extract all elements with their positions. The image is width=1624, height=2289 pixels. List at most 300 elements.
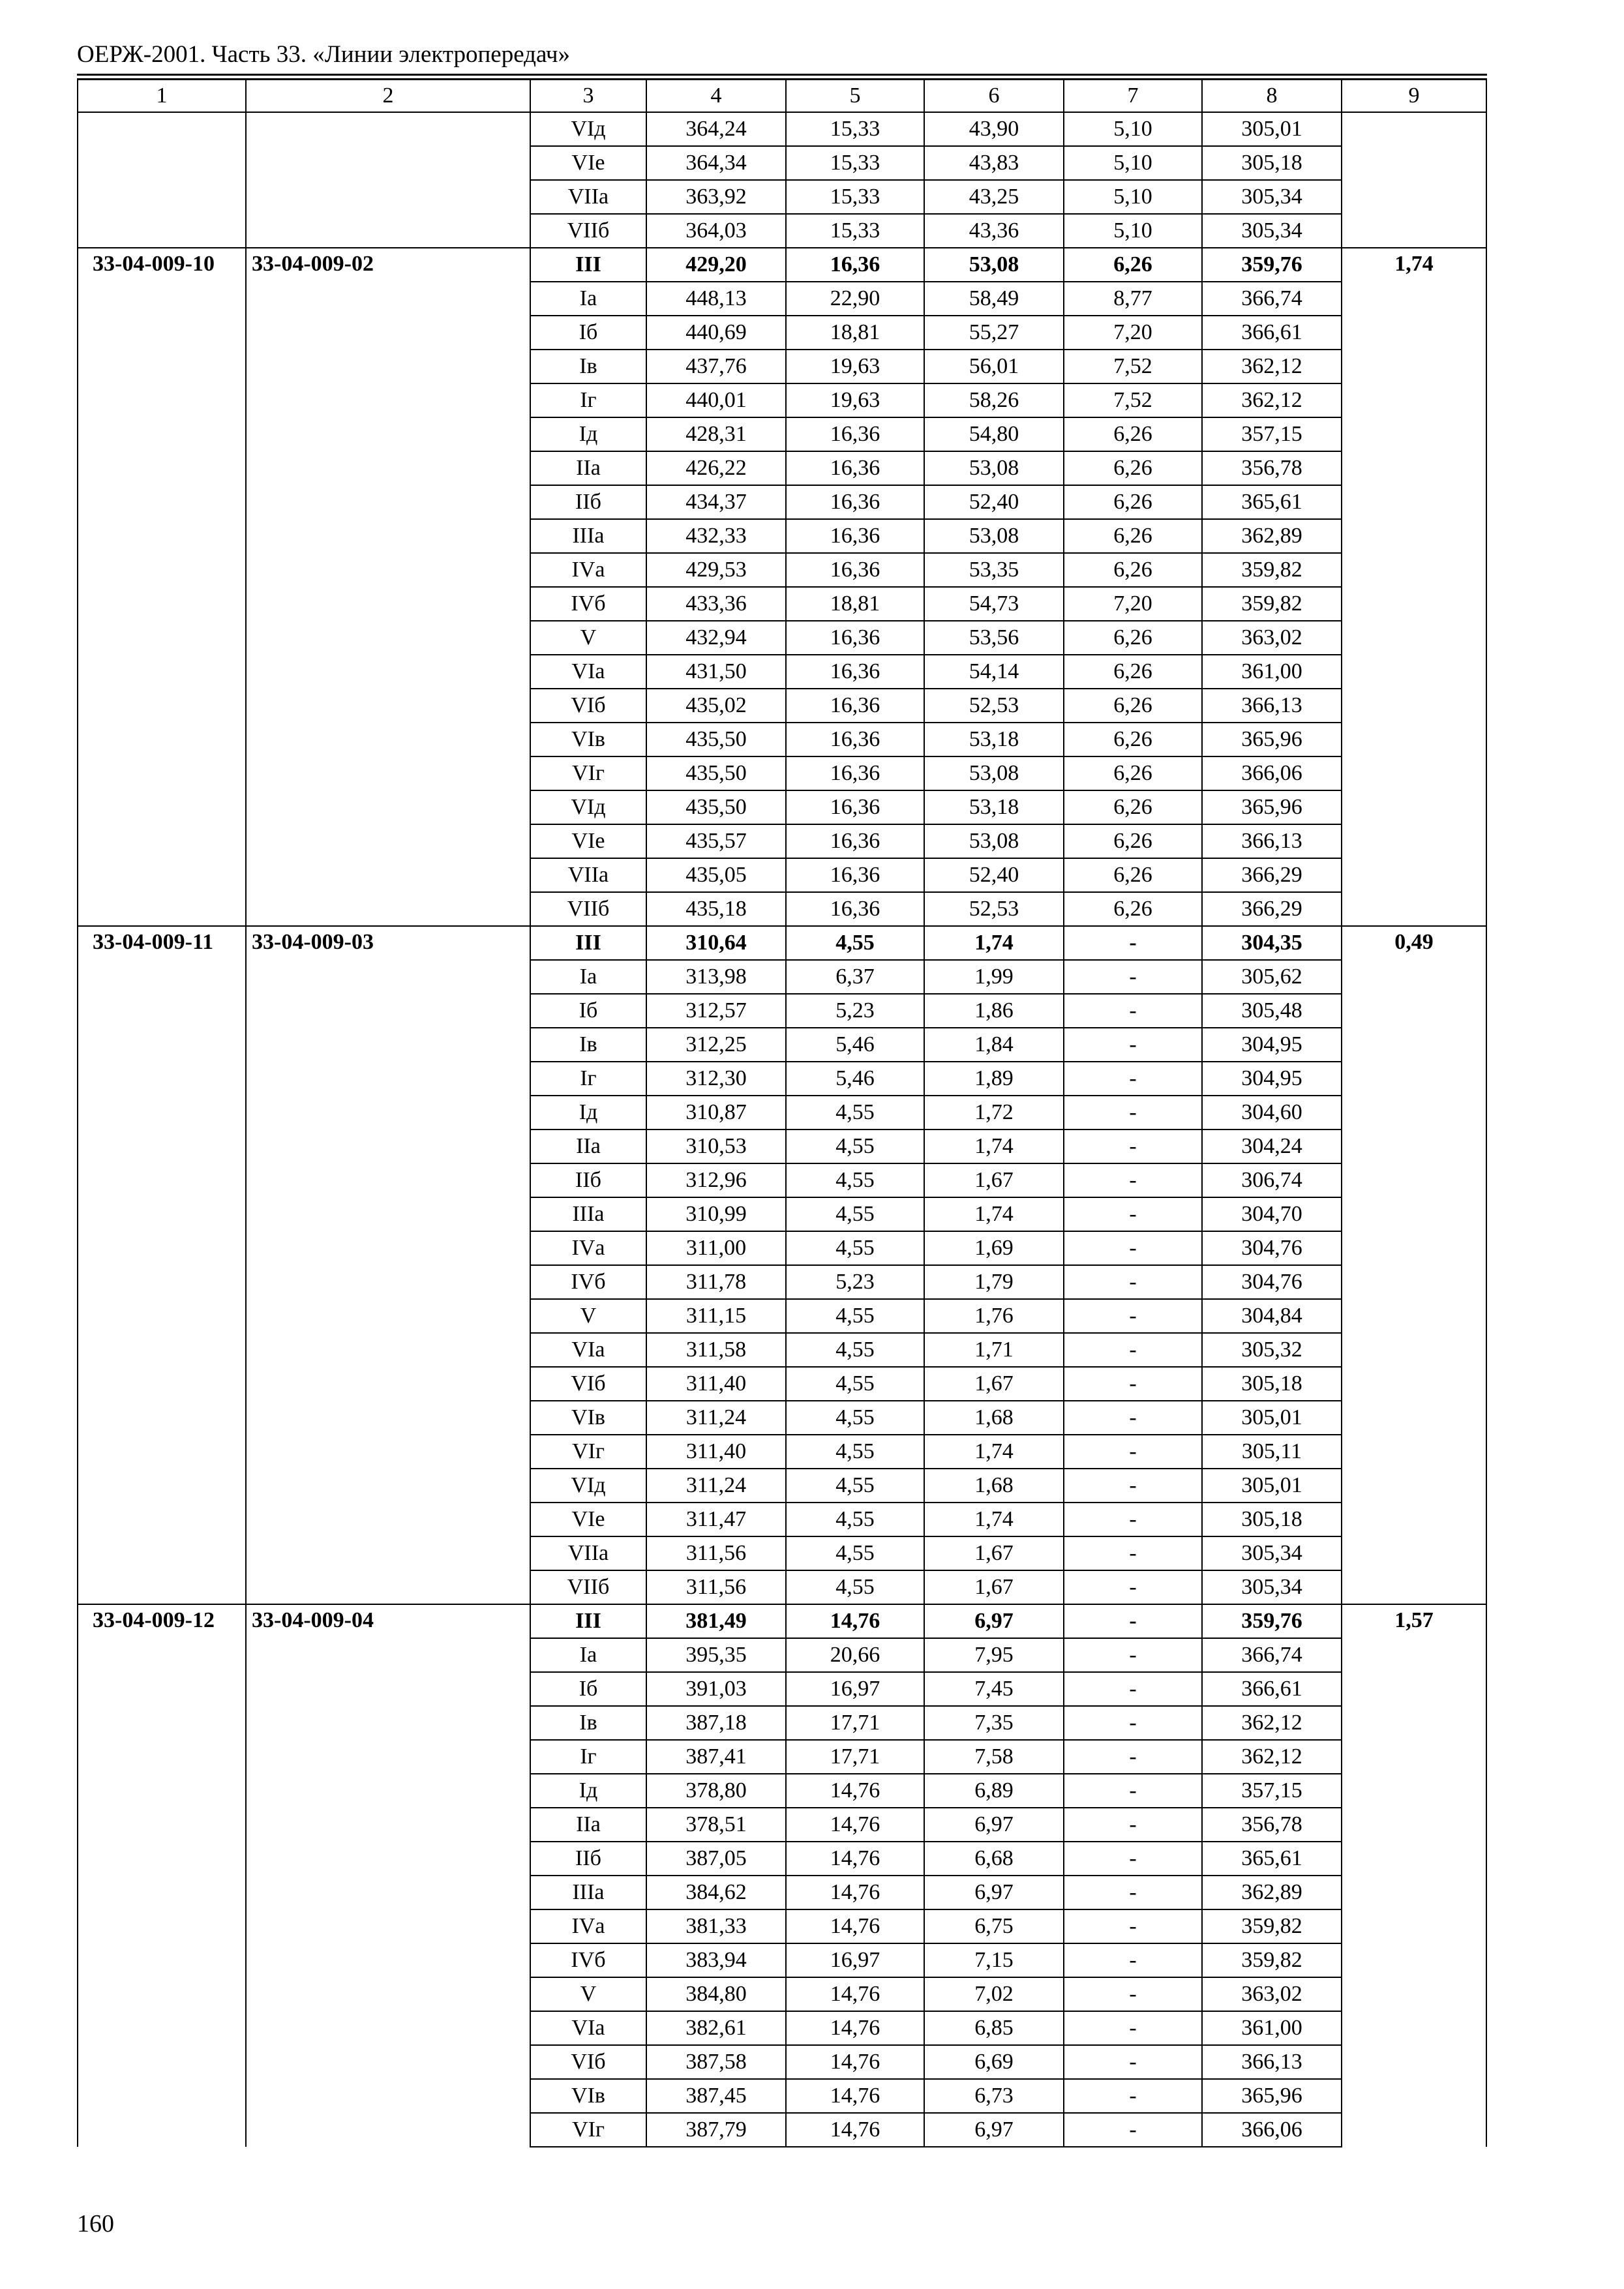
value-cell: 365,96 bbox=[1202, 723, 1342, 756]
page-header-title: ОЕРЖ-2001. Часть 33. «Линии электропередач» bbox=[77, 41, 571, 68]
value-cell: - bbox=[1064, 1740, 1202, 1774]
value-cell: - bbox=[1064, 1638, 1202, 1672]
value-cell: 14,76 bbox=[786, 2011, 924, 2045]
value-cell: 1,67 bbox=[924, 1570, 1064, 1604]
value-cell: 1,72 bbox=[924, 1096, 1064, 1130]
region-cell: Iд bbox=[530, 1096, 646, 1130]
value-cell: 53,35 bbox=[924, 553, 1064, 587]
value-cell: - bbox=[1064, 1265, 1202, 1299]
value-cell: - bbox=[1064, 1469, 1202, 1503]
value-cell: 364,03 bbox=[646, 214, 786, 248]
value-cell: 365,96 bbox=[1202, 2079, 1342, 2113]
value-cell: 304,70 bbox=[1202, 1197, 1342, 1231]
value-cell: 1,89 bbox=[924, 1062, 1064, 1096]
value-cell: - bbox=[1064, 1401, 1202, 1435]
value-cell: 435,05 bbox=[646, 858, 786, 892]
region-cell: IIIа bbox=[530, 1876, 646, 1909]
table-body bbox=[78, 112, 1486, 2147]
value-cell: 305,01 bbox=[1202, 112, 1342, 146]
region-cell: VIг bbox=[530, 1435, 646, 1469]
value-cell: 366,06 bbox=[1202, 756, 1342, 790]
region-cell: Iв bbox=[530, 350, 646, 383]
value-cell: 434,37 bbox=[646, 485, 786, 519]
total-cell: 0,49 bbox=[1342, 926, 1486, 1604]
value-cell: 5,23 bbox=[786, 1265, 924, 1299]
table-row bbox=[78, 112, 1486, 146]
region-cell: VIд bbox=[530, 1469, 646, 1503]
value-cell: 15,33 bbox=[786, 112, 924, 146]
value-cell: 363,92 bbox=[646, 180, 786, 214]
value-cell: 1,71 bbox=[924, 1333, 1064, 1367]
value-cell: 16,36 bbox=[786, 824, 924, 858]
value-cell: 53,18 bbox=[924, 790, 1064, 824]
reference-code-cell: 33-04-009-03 bbox=[246, 926, 530, 1604]
value-cell: 311,24 bbox=[646, 1401, 786, 1435]
value-cell: 4,55 bbox=[786, 1333, 924, 1367]
region-cell: IIб bbox=[530, 1163, 646, 1197]
value-cell: 431,50 bbox=[646, 655, 786, 689]
value-cell: - bbox=[1064, 1977, 1202, 2011]
column-header: 9 bbox=[1342, 80, 1486, 112]
value-cell: 17,71 bbox=[786, 1706, 924, 1740]
reference-code-cell: 33-04-009-04 bbox=[246, 1604, 530, 2147]
value-cell: 366,74 bbox=[1202, 282, 1342, 316]
value-cell: - bbox=[1064, 1503, 1202, 1536]
region-cell: Iг bbox=[530, 1740, 646, 1774]
region-cell: IVа bbox=[530, 1231, 646, 1265]
region-cell: VIв bbox=[530, 2079, 646, 2113]
header-rule bbox=[77, 74, 1487, 76]
value-cell: 1,74 bbox=[924, 1503, 1064, 1536]
total-cell: 1,74 bbox=[1342, 248, 1486, 926]
value-cell: 6,97 bbox=[924, 1604, 1064, 1638]
value-cell: 5,10 bbox=[1064, 112, 1202, 146]
value-cell: - bbox=[1064, 960, 1202, 994]
value-cell: 305,32 bbox=[1202, 1333, 1342, 1367]
value-cell: 4,55 bbox=[786, 926, 924, 960]
value-cell: 433,36 bbox=[646, 587, 786, 621]
value-cell: - bbox=[1064, 1435, 1202, 1469]
value-cell: 6,26 bbox=[1064, 689, 1202, 723]
value-cell: 14,76 bbox=[786, 1604, 924, 1638]
value-cell: 312,30 bbox=[646, 1062, 786, 1096]
value-cell: 43,83 bbox=[924, 146, 1064, 180]
value-cell: 16,36 bbox=[786, 248, 924, 282]
value-cell: 359,82 bbox=[1202, 1909, 1342, 1943]
column-header: 7 bbox=[1064, 80, 1202, 112]
value-cell: 6,26 bbox=[1064, 858, 1202, 892]
region-cell: IVа bbox=[530, 1909, 646, 1943]
value-cell: 387,58 bbox=[646, 2045, 786, 2079]
value-cell: - bbox=[1064, 926, 1202, 960]
value-cell: 6,85 bbox=[924, 2011, 1064, 2045]
total-cell: 1,57 bbox=[1342, 1604, 1486, 2147]
region-cell: VIд bbox=[530, 112, 646, 146]
value-cell: - bbox=[1064, 1706, 1202, 1740]
item-code-cell: 33-04-009-10 bbox=[78, 248, 246, 926]
value-cell: 364,34 bbox=[646, 146, 786, 180]
region-cell: IIб bbox=[530, 485, 646, 519]
value-cell: 16,36 bbox=[786, 892, 924, 926]
value-cell: 16,36 bbox=[786, 756, 924, 790]
value-cell: 363,02 bbox=[1202, 621, 1342, 655]
table-row bbox=[78, 1604, 1486, 1638]
value-cell: 16,36 bbox=[786, 485, 924, 519]
region-cell: VIIа bbox=[530, 1536, 646, 1570]
value-cell: 304,60 bbox=[1202, 1096, 1342, 1130]
value-cell: 20,66 bbox=[786, 1638, 924, 1672]
value-cell: 359,82 bbox=[1202, 587, 1342, 621]
region-cell: IVб bbox=[530, 587, 646, 621]
value-cell: 18,81 bbox=[786, 587, 924, 621]
value-cell: 432,94 bbox=[646, 621, 786, 655]
value-cell: 16,36 bbox=[786, 858, 924, 892]
value-cell: - bbox=[1064, 994, 1202, 1028]
value-cell: - bbox=[1064, 1231, 1202, 1265]
region-cell: IVа bbox=[530, 553, 646, 587]
value-cell: - bbox=[1064, 2079, 1202, 2113]
column-header: 6 bbox=[924, 80, 1064, 112]
value-cell: 6,73 bbox=[924, 2079, 1064, 2113]
value-cell: 366,13 bbox=[1202, 824, 1342, 858]
value-cell: 311,58 bbox=[646, 1333, 786, 1367]
value-cell: 311,56 bbox=[646, 1536, 786, 1570]
value-cell: - bbox=[1064, 2011, 1202, 2045]
value-cell: 311,15 bbox=[646, 1299, 786, 1333]
value-cell: 6,26 bbox=[1064, 248, 1202, 282]
value-cell: 361,00 bbox=[1202, 655, 1342, 689]
value-cell: 7,02 bbox=[924, 1977, 1064, 2011]
value-cell: 1,74 bbox=[924, 1435, 1064, 1469]
value-cell: 1,74 bbox=[924, 1130, 1064, 1163]
value-cell: 432,33 bbox=[646, 519, 786, 553]
value-cell: 305,18 bbox=[1202, 1503, 1342, 1536]
region-cell: Iд bbox=[530, 1774, 646, 1808]
value-cell: 8,77 bbox=[1064, 282, 1202, 316]
value-cell: 387,79 bbox=[646, 2113, 786, 2147]
value-cell: 312,25 bbox=[646, 1028, 786, 1062]
value-cell: 365,61 bbox=[1202, 1842, 1342, 1876]
value-cell: 6,26 bbox=[1064, 553, 1202, 587]
reference-code-cell bbox=[246, 112, 530, 248]
value-cell: 311,47 bbox=[646, 1503, 786, 1536]
region-cell: V bbox=[530, 1977, 646, 2011]
region-cell: Iа bbox=[530, 960, 646, 994]
value-cell: 4,55 bbox=[786, 1163, 924, 1197]
value-cell: 16,36 bbox=[786, 417, 924, 451]
value-cell: 5,46 bbox=[786, 1062, 924, 1096]
value-cell: 5,10 bbox=[1064, 146, 1202, 180]
value-cell: 15,33 bbox=[786, 180, 924, 214]
region-cell: VIд bbox=[530, 790, 646, 824]
value-cell: - bbox=[1064, 2113, 1202, 2147]
value-cell: 1,67 bbox=[924, 1367, 1064, 1401]
value-cell: 6,26 bbox=[1064, 824, 1202, 858]
value-cell: 311,56 bbox=[646, 1570, 786, 1604]
value-cell: 53,18 bbox=[924, 723, 1064, 756]
value-cell: 310,87 bbox=[646, 1096, 786, 1130]
value-cell: 43,90 bbox=[924, 112, 1064, 146]
value-cell: 304,95 bbox=[1202, 1062, 1342, 1096]
value-cell: 52,40 bbox=[924, 485, 1064, 519]
value-cell: 6,26 bbox=[1064, 485, 1202, 519]
value-cell: 366,13 bbox=[1202, 689, 1342, 723]
value-cell: 7,15 bbox=[924, 1943, 1064, 1977]
page-number: 160 bbox=[77, 2210, 114, 2237]
value-cell: 6,97 bbox=[924, 1808, 1064, 1842]
value-cell: - bbox=[1064, 1909, 1202, 1943]
value-cell: - bbox=[1064, 1672, 1202, 1706]
value-cell: 365,61 bbox=[1202, 485, 1342, 519]
value-cell: 1,67 bbox=[924, 1163, 1064, 1197]
column-header: 1 bbox=[78, 80, 246, 112]
column-number-row bbox=[78, 80, 1486, 112]
value-cell: - bbox=[1064, 2045, 1202, 2079]
value-cell: 366,61 bbox=[1202, 316, 1342, 350]
value-cell: 16,36 bbox=[786, 790, 924, 824]
value-cell: 428,31 bbox=[646, 417, 786, 451]
value-cell: 4,55 bbox=[786, 1401, 924, 1435]
value-cell: 383,94 bbox=[646, 1943, 786, 1977]
value-cell: 6,68 bbox=[924, 1842, 1064, 1876]
value-cell: 15,33 bbox=[786, 146, 924, 180]
total-cell bbox=[1342, 112, 1486, 248]
region-cell: VIа bbox=[530, 2011, 646, 2045]
value-cell: 310,53 bbox=[646, 1130, 786, 1163]
region-cell: IIа bbox=[530, 451, 646, 485]
value-cell: - bbox=[1064, 1197, 1202, 1231]
value-cell: - bbox=[1064, 1096, 1202, 1130]
region-cell: IIIа bbox=[530, 519, 646, 553]
value-cell: 53,08 bbox=[924, 824, 1064, 858]
value-cell: 366,13 bbox=[1202, 2045, 1342, 2079]
value-cell: 43,25 bbox=[924, 180, 1064, 214]
region-cell: IIа bbox=[530, 1130, 646, 1163]
value-cell: - bbox=[1064, 1774, 1202, 1808]
column-header: 5 bbox=[786, 80, 924, 112]
value-cell: 14,76 bbox=[786, 2113, 924, 2147]
region-cell: V bbox=[530, 1299, 646, 1333]
region-cell: VIг bbox=[530, 756, 646, 790]
value-cell: 5,10 bbox=[1064, 180, 1202, 214]
value-cell: 384,62 bbox=[646, 1876, 786, 1909]
value-cell: 53,08 bbox=[924, 451, 1064, 485]
value-cell: 304,84 bbox=[1202, 1299, 1342, 1333]
value-cell: 362,12 bbox=[1202, 1706, 1342, 1740]
value-cell: 362,12 bbox=[1202, 383, 1342, 417]
region-cell: Iв bbox=[530, 1028, 646, 1062]
value-cell: 305,34 bbox=[1202, 214, 1342, 248]
value-cell: 305,62 bbox=[1202, 960, 1342, 994]
value-cell: 310,64 bbox=[646, 926, 786, 960]
item-code-cell: 33-04-009-12 bbox=[78, 1604, 246, 2147]
value-cell: - bbox=[1064, 1808, 1202, 1842]
value-cell: 53,08 bbox=[924, 248, 1064, 282]
value-cell: 357,15 bbox=[1202, 1774, 1342, 1808]
value-cell: - bbox=[1064, 1333, 1202, 1367]
value-cell: 1,69 bbox=[924, 1231, 1064, 1265]
value-cell: 387,18 bbox=[646, 1706, 786, 1740]
value-cell: 305,18 bbox=[1202, 1367, 1342, 1401]
region-cell: IIIа bbox=[530, 1197, 646, 1231]
value-cell: 5,23 bbox=[786, 994, 924, 1028]
value-cell: 19,63 bbox=[786, 350, 924, 383]
value-cell: 52,53 bbox=[924, 892, 1064, 926]
value-cell: 54,14 bbox=[924, 655, 1064, 689]
value-cell: 53,08 bbox=[924, 756, 1064, 790]
value-cell: - bbox=[1064, 1536, 1202, 1570]
value-cell: 435,50 bbox=[646, 756, 786, 790]
value-cell: 4,55 bbox=[786, 1570, 924, 1604]
value-cell: 366,61 bbox=[1202, 1672, 1342, 1706]
region-cell: VIIб bbox=[530, 214, 646, 248]
value-cell: - bbox=[1064, 1163, 1202, 1197]
value-cell: 311,40 bbox=[646, 1367, 786, 1401]
value-cell: 14,76 bbox=[786, 1977, 924, 2011]
value-cell: 7,58 bbox=[924, 1740, 1064, 1774]
value-cell: 14,76 bbox=[786, 1876, 924, 1909]
value-cell: 364,24 bbox=[646, 112, 786, 146]
value-cell: 16,36 bbox=[786, 451, 924, 485]
value-cell: 6,89 bbox=[924, 1774, 1064, 1808]
value-cell: 14,76 bbox=[786, 2045, 924, 2079]
value-cell: 304,76 bbox=[1202, 1231, 1342, 1265]
region-cell: III bbox=[530, 1604, 646, 1638]
region-cell: IIб bbox=[530, 1842, 646, 1876]
value-cell: 362,12 bbox=[1202, 350, 1342, 383]
item-code-cell: 33-04-009-11 bbox=[78, 926, 246, 1604]
region-cell: Iа bbox=[530, 1638, 646, 1672]
value-cell: 1,67 bbox=[924, 1536, 1064, 1570]
value-cell: 305,11 bbox=[1202, 1435, 1342, 1469]
value-cell: 14,76 bbox=[786, 1842, 924, 1876]
value-cell: 4,55 bbox=[786, 1231, 924, 1265]
value-cell: 312,57 bbox=[646, 994, 786, 1028]
value-cell: 435,18 bbox=[646, 892, 786, 926]
value-cell: 16,36 bbox=[786, 723, 924, 756]
region-cell: Iг bbox=[530, 1062, 646, 1096]
value-cell: 16,36 bbox=[786, 553, 924, 587]
value-cell: 1,68 bbox=[924, 1401, 1064, 1435]
region-cell: Iб bbox=[530, 1672, 646, 1706]
value-cell: 448,13 bbox=[646, 282, 786, 316]
region-cell: IVб bbox=[530, 1943, 646, 1977]
value-cell: 435,50 bbox=[646, 723, 786, 756]
item-code-cell bbox=[78, 112, 246, 248]
value-cell: 19,63 bbox=[786, 383, 924, 417]
region-cell: VIIа bbox=[530, 858, 646, 892]
value-cell: 311,00 bbox=[646, 1231, 786, 1265]
value-cell: 440,01 bbox=[646, 383, 786, 417]
value-cell: 6,69 bbox=[924, 2045, 1064, 2079]
region-cell: Iа bbox=[530, 282, 646, 316]
region-cell: Iб bbox=[530, 316, 646, 350]
value-cell: 311,78 bbox=[646, 1265, 786, 1299]
region-cell: IIа bbox=[530, 1808, 646, 1842]
value-cell: 1,84 bbox=[924, 1028, 1064, 1062]
column-header: 4 bbox=[646, 80, 786, 112]
value-cell: 56,01 bbox=[924, 350, 1064, 383]
value-cell: 6,26 bbox=[1064, 655, 1202, 689]
column-header: 2 bbox=[246, 80, 530, 112]
value-cell: 1,76 bbox=[924, 1299, 1064, 1333]
value-cell: 6,26 bbox=[1064, 519, 1202, 553]
value-cell: 54,73 bbox=[924, 587, 1064, 621]
value-cell: 7,52 bbox=[1064, 350, 1202, 383]
value-cell: 304,24 bbox=[1202, 1130, 1342, 1163]
value-cell: 4,55 bbox=[786, 1469, 924, 1503]
value-cell: 53,08 bbox=[924, 519, 1064, 553]
value-cell: 356,78 bbox=[1202, 1808, 1342, 1842]
value-cell: 305,34 bbox=[1202, 180, 1342, 214]
value-cell: 362,89 bbox=[1202, 519, 1342, 553]
value-cell: 435,57 bbox=[646, 824, 786, 858]
value-cell: 366,06 bbox=[1202, 2113, 1342, 2147]
value-cell: - bbox=[1064, 1943, 1202, 1977]
value-cell: 16,36 bbox=[786, 621, 924, 655]
table-row bbox=[78, 926, 1486, 960]
value-cell: 7,20 bbox=[1064, 316, 1202, 350]
value-cell: 6,26 bbox=[1064, 451, 1202, 485]
value-cell: 7,45 bbox=[924, 1672, 1064, 1706]
region-cell: VIе bbox=[530, 824, 646, 858]
value-cell: 313,98 bbox=[646, 960, 786, 994]
region-cell: Iв bbox=[530, 1706, 646, 1740]
value-cell: 378,51 bbox=[646, 1808, 786, 1842]
value-cell: 4,55 bbox=[786, 1435, 924, 1469]
region-cell: Iб bbox=[530, 994, 646, 1028]
value-cell: 381,49 bbox=[646, 1604, 786, 1638]
value-cell: 359,82 bbox=[1202, 1943, 1342, 1977]
value-cell: 429,20 bbox=[646, 248, 786, 282]
region-cell: VIе bbox=[530, 1503, 646, 1536]
value-cell: 365,96 bbox=[1202, 790, 1342, 824]
value-cell: 55,27 bbox=[924, 316, 1064, 350]
value-cell: 304,76 bbox=[1202, 1265, 1342, 1299]
region-cell: III bbox=[530, 248, 646, 282]
region-cell: Iг bbox=[530, 383, 646, 417]
value-cell: 362,12 bbox=[1202, 1740, 1342, 1774]
value-cell: 359,76 bbox=[1202, 1604, 1342, 1638]
value-cell: 6,26 bbox=[1064, 417, 1202, 451]
region-cell: IVб bbox=[530, 1265, 646, 1299]
value-cell: 435,02 bbox=[646, 689, 786, 723]
value-cell: 311,40 bbox=[646, 1435, 786, 1469]
region-cell: Iд bbox=[530, 417, 646, 451]
value-cell: 362,89 bbox=[1202, 1876, 1342, 1909]
value-cell: 310,99 bbox=[646, 1197, 786, 1231]
value-cell: 14,76 bbox=[786, 1909, 924, 1943]
value-cell: 16,36 bbox=[786, 689, 924, 723]
rates-table bbox=[77, 79, 1487, 2147]
value-cell: 14,76 bbox=[786, 2079, 924, 2113]
value-cell: - bbox=[1064, 1367, 1202, 1401]
value-cell: - bbox=[1064, 1299, 1202, 1333]
value-cell: 1,74 bbox=[924, 1197, 1064, 1231]
value-cell: 305,18 bbox=[1202, 146, 1342, 180]
region-cell: VIв bbox=[530, 1401, 646, 1435]
value-cell: 426,22 bbox=[646, 451, 786, 485]
value-cell: 4,55 bbox=[786, 1096, 924, 1130]
value-cell: 58,49 bbox=[924, 282, 1064, 316]
value-cell: 22,90 bbox=[786, 282, 924, 316]
value-cell: 4,55 bbox=[786, 1130, 924, 1163]
value-cell: 4,55 bbox=[786, 1367, 924, 1401]
value-cell: 387,05 bbox=[646, 1842, 786, 1876]
value-cell: 1,74 bbox=[924, 926, 1064, 960]
reference-code-cell: 33-04-009-02 bbox=[246, 248, 530, 926]
value-cell: 7,95 bbox=[924, 1638, 1064, 1672]
